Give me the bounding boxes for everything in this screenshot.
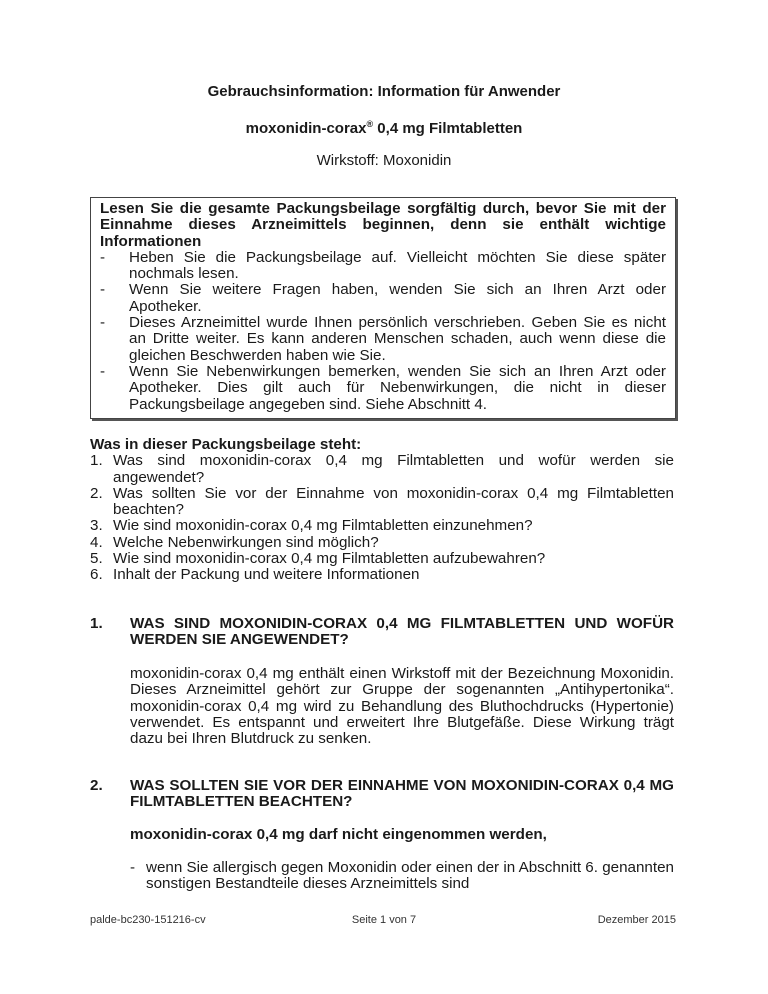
notice-bullet bbox=[100, 282, 666, 315]
toc-item-text: Wie sind moxonidin-corax 0,4 mg Filmtabletten einzunehmen? bbox=[113, 517, 533, 535]
toc-item-number: 4. bbox=[90, 533, 103, 551]
section-1-heading bbox=[90, 616, 674, 649]
section-2-bullet bbox=[130, 860, 674, 893]
toc-item bbox=[90, 535, 674, 551]
section-title: WAS SOLLTEN SIE VOR DER EINNAHME VON MOXONIDIN-CORAX 0,4 MG FILMTABLETTEN BEACHTEN? bbox=[130, 777, 674, 811]
product-title bbox=[0, 119, 768, 137]
product-name: moxonidin-corax bbox=[245, 120, 367, 137]
toc-item bbox=[90, 453, 674, 486]
bullet-marker: - bbox=[100, 248, 106, 266]
notice-box bbox=[90, 197, 676, 419]
toc-item-number: 5. bbox=[90, 550, 103, 568]
bullet-text: Wenn Sie Nebenwirkungen bemerken, wenden Sie sich an Ihren Arzt oder Apotheker. Dies gilt auch für Nebenwirkungen, die nicht in dieser Packungsbeilage angegeben sind. Siehe Abschnitt 4. bbox=[129, 362, 666, 413]
document-title: Gebrauchsinformation: Information für Anwender bbox=[207, 83, 561, 100]
notice-bullet bbox=[100, 315, 666, 364]
toc-item-number: 6. bbox=[90, 566, 103, 584]
toc-item-text: Welche Nebenwirkungen sind möglich? bbox=[113, 533, 379, 551]
toc-item bbox=[90, 551, 674, 567]
toc-item-number: 1. bbox=[90, 452, 103, 470]
bullet-text: Heben Sie die Packungsbeilage auf. Vielleicht möchten Sie diese später nochmals lesen. bbox=[129, 248, 666, 283]
bullet-text: wenn Sie allergisch gegen Moxonidin oder einen der in Abschnitt 6. genannten sonstigen Bestandteile dieses Arzneimittels sind bbox=[146, 859, 674, 893]
toc-item bbox=[90, 518, 674, 534]
notice-heading-line-3: Informationen bbox=[100, 232, 202, 250]
toc-item-number: 2. bbox=[90, 484, 103, 502]
bullet-marker: - bbox=[100, 281, 106, 299]
registered-mark: ® bbox=[366, 119, 374, 129]
toc-item-text: Wie sind moxonidin-corax 0,4 mg Filmtabletten aufzubewahren? bbox=[113, 550, 546, 568]
bullet-marker: - bbox=[100, 314, 106, 332]
footer-page-number: Seite 1 von 7 bbox=[351, 914, 417, 926]
section-1-body: moxonidin-corax 0,4 mg enthält einen Wirkstoff mit der Bezeichnung Moxonidin. Dieses Arzneimittel gehört zur Gruppe der sogenannten „Antihypertonika“. moxonidin-corax 0,4 mg wird zu Behandlung des Bluthochdrucks (Hypertonie) verwendet. Es entspannt und erweitert Ihre Blutgefäße. Diese Wirkung trägt dazu bei Ihren Blutdruck zu senken. bbox=[130, 665, 674, 748]
section-number: 2. bbox=[90, 777, 103, 794]
toc-item-text: Was sollten Sie vor der Einnahme von moxonidin-corax 0,4 mg Filmtabletten beachten? bbox=[113, 484, 674, 519]
notice-heading-line-1: Lesen Sie die gesamte Packungsbeilage sorgfältig durch, bevor Sie mit der bbox=[100, 200, 666, 217]
toc-item bbox=[90, 486, 674, 519]
section-number: 1. bbox=[90, 615, 103, 632]
bullet-marker: - bbox=[130, 859, 136, 876]
bullet-text: Wenn Sie weitere Fragen haben, wenden Sie sich an Ihren Arzt oder Apotheker. bbox=[129, 281, 666, 315]
section-2-subheading: moxonidin-corax 0,4 mg darf nicht eingenommen werden, bbox=[130, 826, 547, 843]
toc-item-text: Inhalt der Packung und weitere Informationen bbox=[113, 566, 420, 584]
notice-bullet bbox=[100, 364, 666, 413]
toc-heading: Was in dieser Packungsbeilage steht: bbox=[90, 436, 362, 453]
toc-item-text: Was sind moxonidin-corax 0,4 mg Filmtabletten und wofür werden sie angewendet? bbox=[113, 452, 674, 486]
bullet-marker: - bbox=[100, 362, 106, 380]
notice-bullet bbox=[100, 250, 666, 283]
active-ingredient: Wirkstoff: Moxonidin bbox=[316, 152, 452, 169]
notice-heading-line-2: Einnahme dieses Arzneimittels beginnen, denn sie enthält wichtige bbox=[100, 216, 666, 234]
toc-item-number: 3. bbox=[90, 517, 103, 535]
footer-date: Dezember 2015 bbox=[597, 914, 676, 926]
product-strength: 0,4 mg Filmtabletten bbox=[373, 120, 523, 137]
table-of-contents bbox=[90, 437, 674, 584]
footer-doc-id: palde-bc230-151216-cv bbox=[90, 914, 206, 926]
toc-item bbox=[90, 567, 674, 583]
section-2-heading bbox=[90, 778, 674, 811]
bullet-text: Dieses Arzneimittel wurde Ihnen persönlich verschrieben. Geben Sie es nicht an Dritte weiter. Es kann anderen Menschen schaden, auch wenn diese die gleichen Beschwerden haben wie Sie. bbox=[129, 314, 666, 364]
section-title: WAS SIND MOXONIDIN-CORAX 0,4 MG FILMTABLETTEN UND WOFÜR WERDEN SIE ANGEWENDET? bbox=[130, 615, 674, 649]
